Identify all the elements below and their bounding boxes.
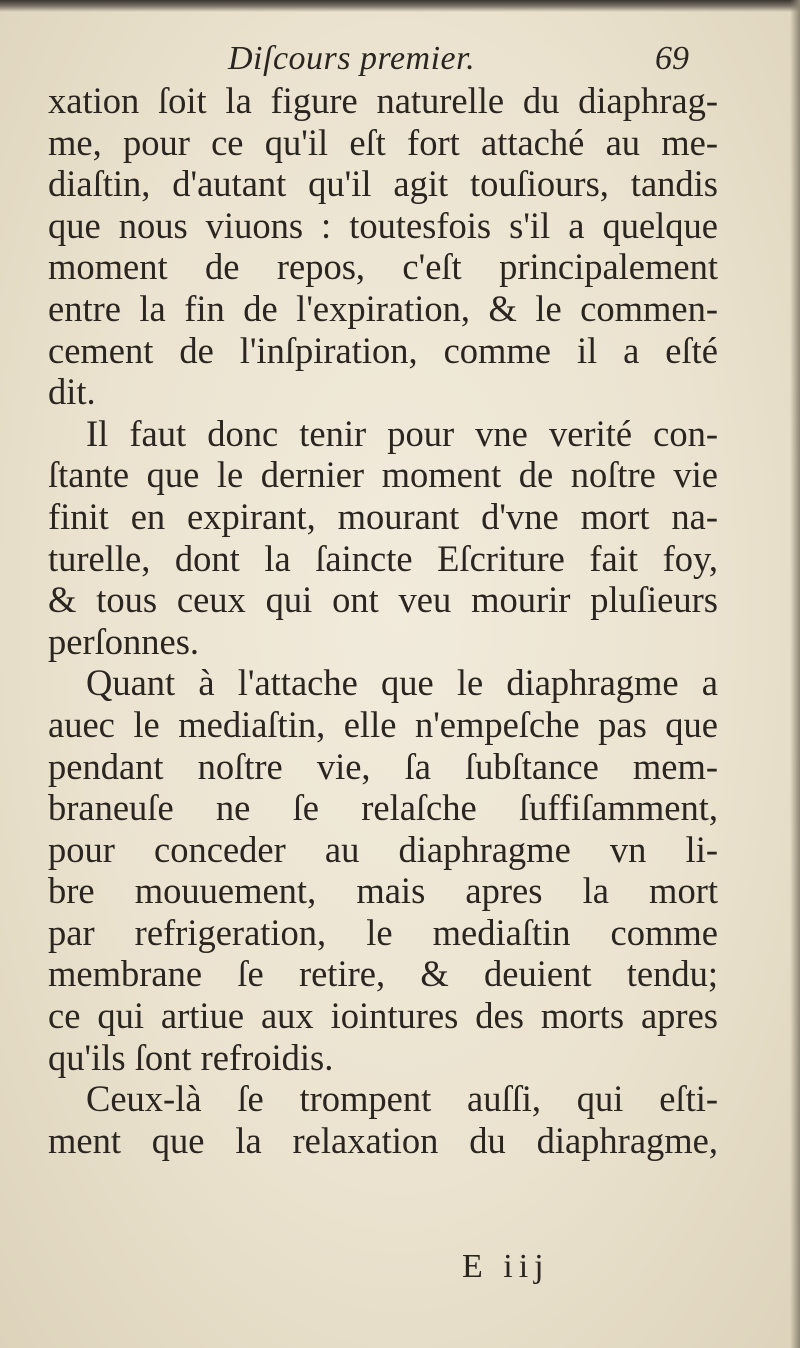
text-line: braneuſe ne ſe relaſche ſuffiſamment, — [48, 787, 718, 829]
text-line: auec le mediaſtin, elle n'empeſche pas que — [48, 703, 718, 745]
text-line: me, pour ce qu'il eſt fort attaché au me- — [48, 121, 718, 163]
text-line: xation ſoit la figure naturelle du diaphrag- — [48, 80, 718, 121]
text-line: cement de l'inſpiration, comme il a eſté — [48, 329, 718, 371]
text-line: perſonnes. — [48, 620, 200, 662]
text-line: moment de repos, c'eſt principalement — [48, 246, 718, 288]
running-head — [0, 40, 800, 84]
text-line: ce qui artiue aux iointures des morts apres — [48, 995, 718, 1037]
text-line: dit. — [48, 371, 96, 413]
text-line: par refrigeration, le mediaſtin comme — [48, 911, 718, 953]
text-line: Quant à l'attache que le diaphragme a — [86, 662, 718, 704]
text-line: qu'ils ſont refroidis. — [48, 1036, 334, 1078]
text-line: & tous ceux qui ont veu mourir pluſieurs — [48, 579, 718, 621]
text-line: turelle, dont la ſaincte Eſcriture fait foy, — [48, 537, 718, 579]
page-number: 69 — [655, 40, 689, 77]
text-line: que nous viuons : toutesfois s'il a quelque — [48, 204, 718, 246]
text-line: membrane ſe retire, & deuient tendu; — [48, 953, 718, 995]
page-top-edge — [0, 0, 800, 12]
text-line: ſtante que le dernier moment de noſtre vie — [48, 454, 718, 496]
text-line: entre la fin de l'expiration, & le commen- — [48, 287, 718, 329]
text-line: bre mouuement, mais apres la mort — [48, 870, 718, 912]
running-head-title: Diſcours premier. — [228, 40, 476, 77]
text-line: pendant noſtre vie, ſa ſubſtance mem- — [48, 745, 718, 787]
text-line: Il faut donc tenir pour vne verité con- — [86, 412, 718, 454]
page-right-edge — [790, 0, 800, 1348]
body-text — [48, 80, 718, 1161]
text-line: ment que la relaxation du diaphragme, — [48, 1119, 718, 1161]
text-line: diaſtin, d'autant qu'il agit touſiours, tandis — [48, 163, 718, 205]
signature-mark: E iij — [462, 1248, 550, 1285]
text-line: pour conceder au diaphragme vn li- — [48, 828, 718, 870]
text-line: Ceux-là ſe trompent auſſi, qui eſti- — [86, 1078, 718, 1120]
text-line: finit en expirant, mourant d'vne mort na- — [48, 495, 718, 537]
